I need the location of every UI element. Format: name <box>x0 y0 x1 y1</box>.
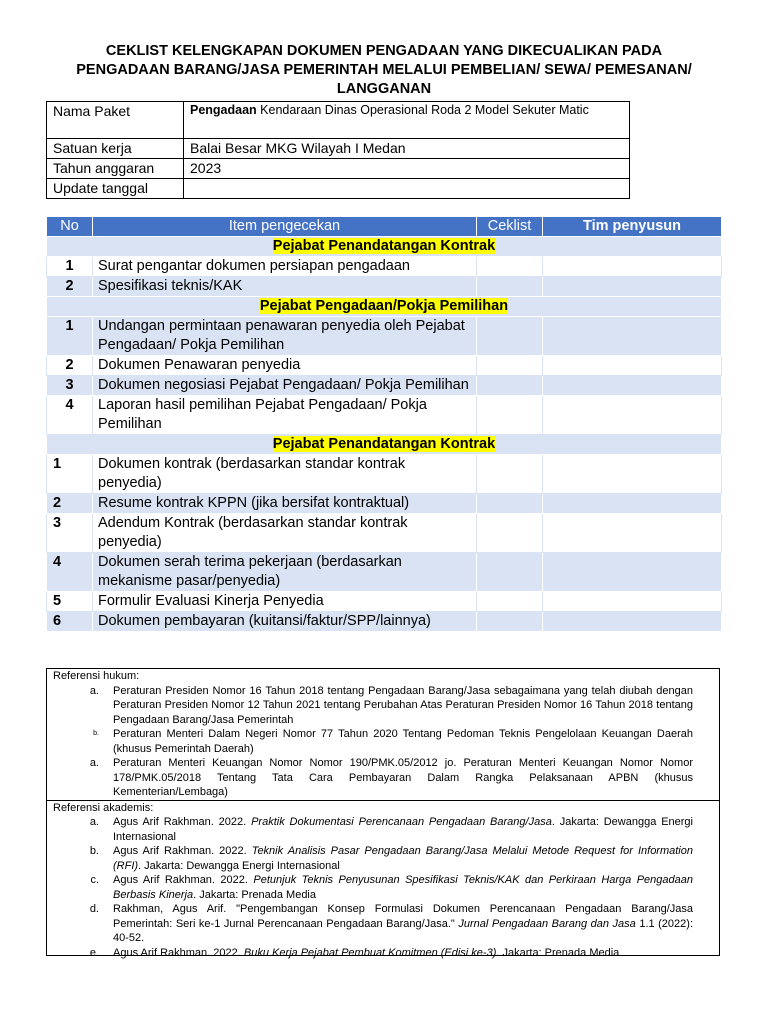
reference-label: d. <box>89 903 99 915</box>
reference-publisher: 1.1 (2022): 40-52. <box>113 917 693 944</box>
row-number: 4 <box>47 396 93 435</box>
table-row <box>47 257 722 277</box>
table-row <box>47 396 722 435</box>
table-row <box>47 612 722 632</box>
row-ceklist-cell[interactable] <box>477 317 543 356</box>
referensi-hukum-label: Referensi hukum: <box>53 670 140 682</box>
reference-text <box>113 873 693 902</box>
package-info-table <box>46 101 630 199</box>
table-row <box>47 494 722 514</box>
row-item: Resume kontrak KPPN (jika bersifat kontraktual) <box>93 494 477 514</box>
row-tim-cell[interactable] <box>543 257 722 277</box>
table-row <box>47 592 722 612</box>
reference-label: a. <box>89 757 99 769</box>
row-item: Laporan hasil pemilihan Pejabat Pengadaan/ Pokja Pemilihan <box>93 396 477 435</box>
row-ceklist-cell[interactable] <box>477 553 543 592</box>
reference-item <box>47 844 719 873</box>
reference-item <box>47 902 719 946</box>
nama-paket-text: Kendaraan Dinas Operasional Roda 2 Model Sekuter Matic <box>256 103 589 117</box>
reference-author: Agus Arif Rakhman. 2022. <box>113 874 254 886</box>
reference-work-title: Praktik Dokumentasi Perencanaan Pengadaan Barang/Jasa <box>251 816 552 828</box>
title-line-3: LANGGANAN <box>336 81 432 97</box>
reference-author: Agus Arif Rakhman. 2022. <box>113 845 252 857</box>
table-row <box>47 277 722 297</box>
references-box <box>46 668 720 959</box>
reference-item <box>47 684 719 728</box>
reference-work-title: Jurnal Pengadaan Barang dan Jasa <box>458 917 636 930</box>
reference-publisher: . Jakarta: Dewangga Energi Internasional <box>113 816 693 843</box>
reference-text <box>113 815 693 844</box>
row-item: Dokumen negosiasi Pejabat Pengadaan/ Pokja Pemilihan <box>93 376 477 396</box>
row-ceklist-cell[interactable] <box>477 592 543 612</box>
section-title: Pejabat Penandatangan Kontrak <box>272 238 496 254</box>
row-ceklist-cell[interactable] <box>477 277 543 297</box>
row-tim-cell[interactable] <box>543 455 722 494</box>
row-number: 3 <box>47 514 93 553</box>
row-item: Dokumen serah terima pekerjaan (berdasarkan mekanisme pasar/penyedia) <box>93 553 477 592</box>
row-item: Surat pengantar dokumen persiapan pengadaan <box>93 257 477 277</box>
reference-label: a. <box>89 684 99 697</box>
reference-label: e. <box>89 946 99 959</box>
reference-work-title: Teknik Analisis Pasar Pengadaan Barang/Jasa Melalui Metode Request for Information (RFI) <box>113 845 693 872</box>
row-number: 5 <box>47 592 93 612</box>
tahun-anggaran-label: Tahun anggaran <box>47 159 184 179</box>
row-item: Dokumen pembayaran (kuitansi/faktur/SPP/lainnya) <box>93 612 477 632</box>
reference-text: Peraturan Menteri Dalam Negeri Nomor 77 Tahun 2020 Tentang Pedoman Teknis Pengelolaan Keuangan Daerah (khusus Pemerintah Daerah) <box>113 728 693 755</box>
reference-text <box>113 946 693 961</box>
row-item: Formulir Evaluasi Kinerja Penyedia <box>93 592 477 612</box>
row-item: Undangan permintaan penawaran penyedia oleh Pejabat Pengadaan/ Pokja Pemilihan <box>93 317 477 356</box>
row-item: Dokumen kontrak (berdasarkan standar kontrak penyedia) <box>93 455 477 494</box>
table-row <box>47 514 722 553</box>
row-item: Spesifikasi teknis/KAK <box>93 277 477 297</box>
row-tim-cell[interactable] <box>543 356 722 376</box>
reference-item <box>47 946 719 961</box>
header-ceklist: Ceklist <box>477 217 543 237</box>
title-line-2: PENGADAAN BARANG/JASA PEMERINTAH MELALUI PEMBELIAN/ SEWA/ PEMESANAN/ <box>76 62 692 78</box>
title-line-1: CEKLIST KELENGKAPAN DOKUMEN PENGADAAN YANG DIKECUALIKAN PADA <box>105 43 663 59</box>
row-ceklist-cell[interactable] <box>477 455 543 494</box>
section-title: Pejabat Pengadaan/Pokja Pemilihan <box>259 298 509 314</box>
checklist-header-row <box>47 217 722 237</box>
row-tim-cell[interactable] <box>543 612 722 632</box>
row-ceklist-cell[interactable] <box>477 396 543 435</box>
reference-work-title: Petunjuk Teknis Penyusunan Spesifikasi Teknis/KAK dan Perkiraan Harga Pengadaan Berbasis Kinerja <box>113 874 693 901</box>
table-row <box>47 317 722 356</box>
row-tim-cell[interactable] <box>543 396 722 435</box>
row-item: Adendum Kontrak (berdasarkan standar kontrak penyedia) <box>93 514 477 553</box>
satuan-kerja-label: Satuan kerja <box>47 139 184 159</box>
checklist-table <box>46 216 722 632</box>
nama-paket-bold: Pengadaan <box>190 103 257 117</box>
section-header <box>47 237 722 257</box>
row-ceklist-cell[interactable] <box>477 612 543 632</box>
row-number: 3 <box>47 376 93 396</box>
reference-label: b. <box>93 730 99 737</box>
header-tim-penyusun: Tim penyusun <box>543 217 722 237</box>
row-number: 4 <box>47 553 93 592</box>
row-number: 1 <box>47 317 93 356</box>
reference-text <box>113 844 693 873</box>
document-title <box>40 42 728 99</box>
row-ceklist-cell[interactable] <box>477 514 543 553</box>
nama-paket-value <box>184 102 630 139</box>
reference-author: Agus Arif Rakhman. 2022. <box>113 816 252 828</box>
section-header <box>47 297 722 317</box>
row-number: 6 <box>47 612 93 632</box>
row-tim-cell[interactable] <box>543 376 722 396</box>
reference-publisher: . Jakarta: Dewangga Energi Internasional <box>138 859 340 872</box>
satuan-kerja-value: Balai Besar MKG Wilayah I Medan <box>184 139 630 159</box>
reference-item <box>47 756 719 800</box>
reference-item <box>47 815 719 844</box>
reference-text <box>113 902 693 946</box>
row-ceklist-cell[interactable] <box>477 356 543 376</box>
reference-publisher: . Jakarta: Prenada Media <box>496 946 620 959</box>
row-ceklist-cell[interactable] <box>477 494 543 514</box>
table-row <box>47 455 722 494</box>
update-tanggal-value <box>184 179 630 199</box>
row-tim-cell[interactable] <box>543 277 722 297</box>
reference-text: Peraturan Menteri Keuangan Nomor Nomor 190/PMK.05/2012 jo. Peraturan Menteri Keuangan Nomor Nomor 178/PMK.05/2018 Tentang Tata Cara Pembayaran Dalam Rangka Pelaksanaan APBN (khusus Kementerian/Lembaga) <box>113 757 693 798</box>
row-tim-cell[interactable] <box>543 514 722 553</box>
referensi-akademis-label: Referensi akademis: <box>47 800 719 816</box>
row-number: 1 <box>47 455 93 494</box>
row-number: 2 <box>47 356 93 376</box>
header-item: Item pengecekan <box>93 217 477 237</box>
table-row <box>47 376 722 396</box>
row-tim-cell[interactable] <box>543 592 722 612</box>
table-row <box>47 553 722 592</box>
reference-label: c. <box>90 874 99 886</box>
row-number: 2 <box>47 494 93 514</box>
reference-publisher: . Jakarta: Prenada Media <box>193 888 316 901</box>
row-tim-cell[interactable] <box>543 553 722 592</box>
row-item: Dokumen Penawaran penyedia <box>93 356 477 376</box>
reference-author: Rakhman, Agus Arif. "Pengembangan Konsep Formulasi Dokumen Perencanaan Pengadaan Barang/Jasa Pemerintah: Seri ke-1 Jurnal Perencanaan Pengadaan Barang/Jasa." <box>113 903 693 930</box>
table-row <box>47 356 722 376</box>
reference-item <box>47 727 719 756</box>
header-no: No <box>47 217 93 237</box>
section-title: Pejabat Penandatangan Kontrak <box>272 436 496 452</box>
row-ceklist-cell[interactable] <box>477 376 543 396</box>
nama-paket-label: Nama Paket <box>47 102 184 139</box>
tahun-anggaran-value: 2023 <box>184 159 630 179</box>
row-number: 1 <box>47 257 93 277</box>
row-tim-cell[interactable] <box>543 317 722 356</box>
section-header <box>47 435 722 455</box>
reference-label: a. <box>89 816 99 828</box>
row-tim-cell[interactable] <box>543 494 722 514</box>
reference-label: b. <box>89 845 99 857</box>
row-number: 2 <box>47 277 93 297</box>
reference-item <box>47 873 719 902</box>
row-ceklist-cell[interactable] <box>477 257 543 277</box>
reference-author: Agus Arif Rakhman. 2022. <box>113 946 244 959</box>
reference-work-title: Buku Kerja Pejabat Pembuat Komitmen (Edisi ke-3) <box>243 946 497 959</box>
update-tanggal-label: Update tanggal <box>47 179 184 199</box>
reference-text: Peraturan Presiden Nomor 16 Tahun 2018 tentang Pengadaan Barang/Jasa sebagaimana yang telah diubah dengan Peraturan Presiden Nomor 12 Tahun 2021 tentang Perubahan Atas Peraturan Presiden Nomor 16 Tahun 2018 tentang Pengadaan Barang/Jasa Pemerintah <box>113 684 693 726</box>
